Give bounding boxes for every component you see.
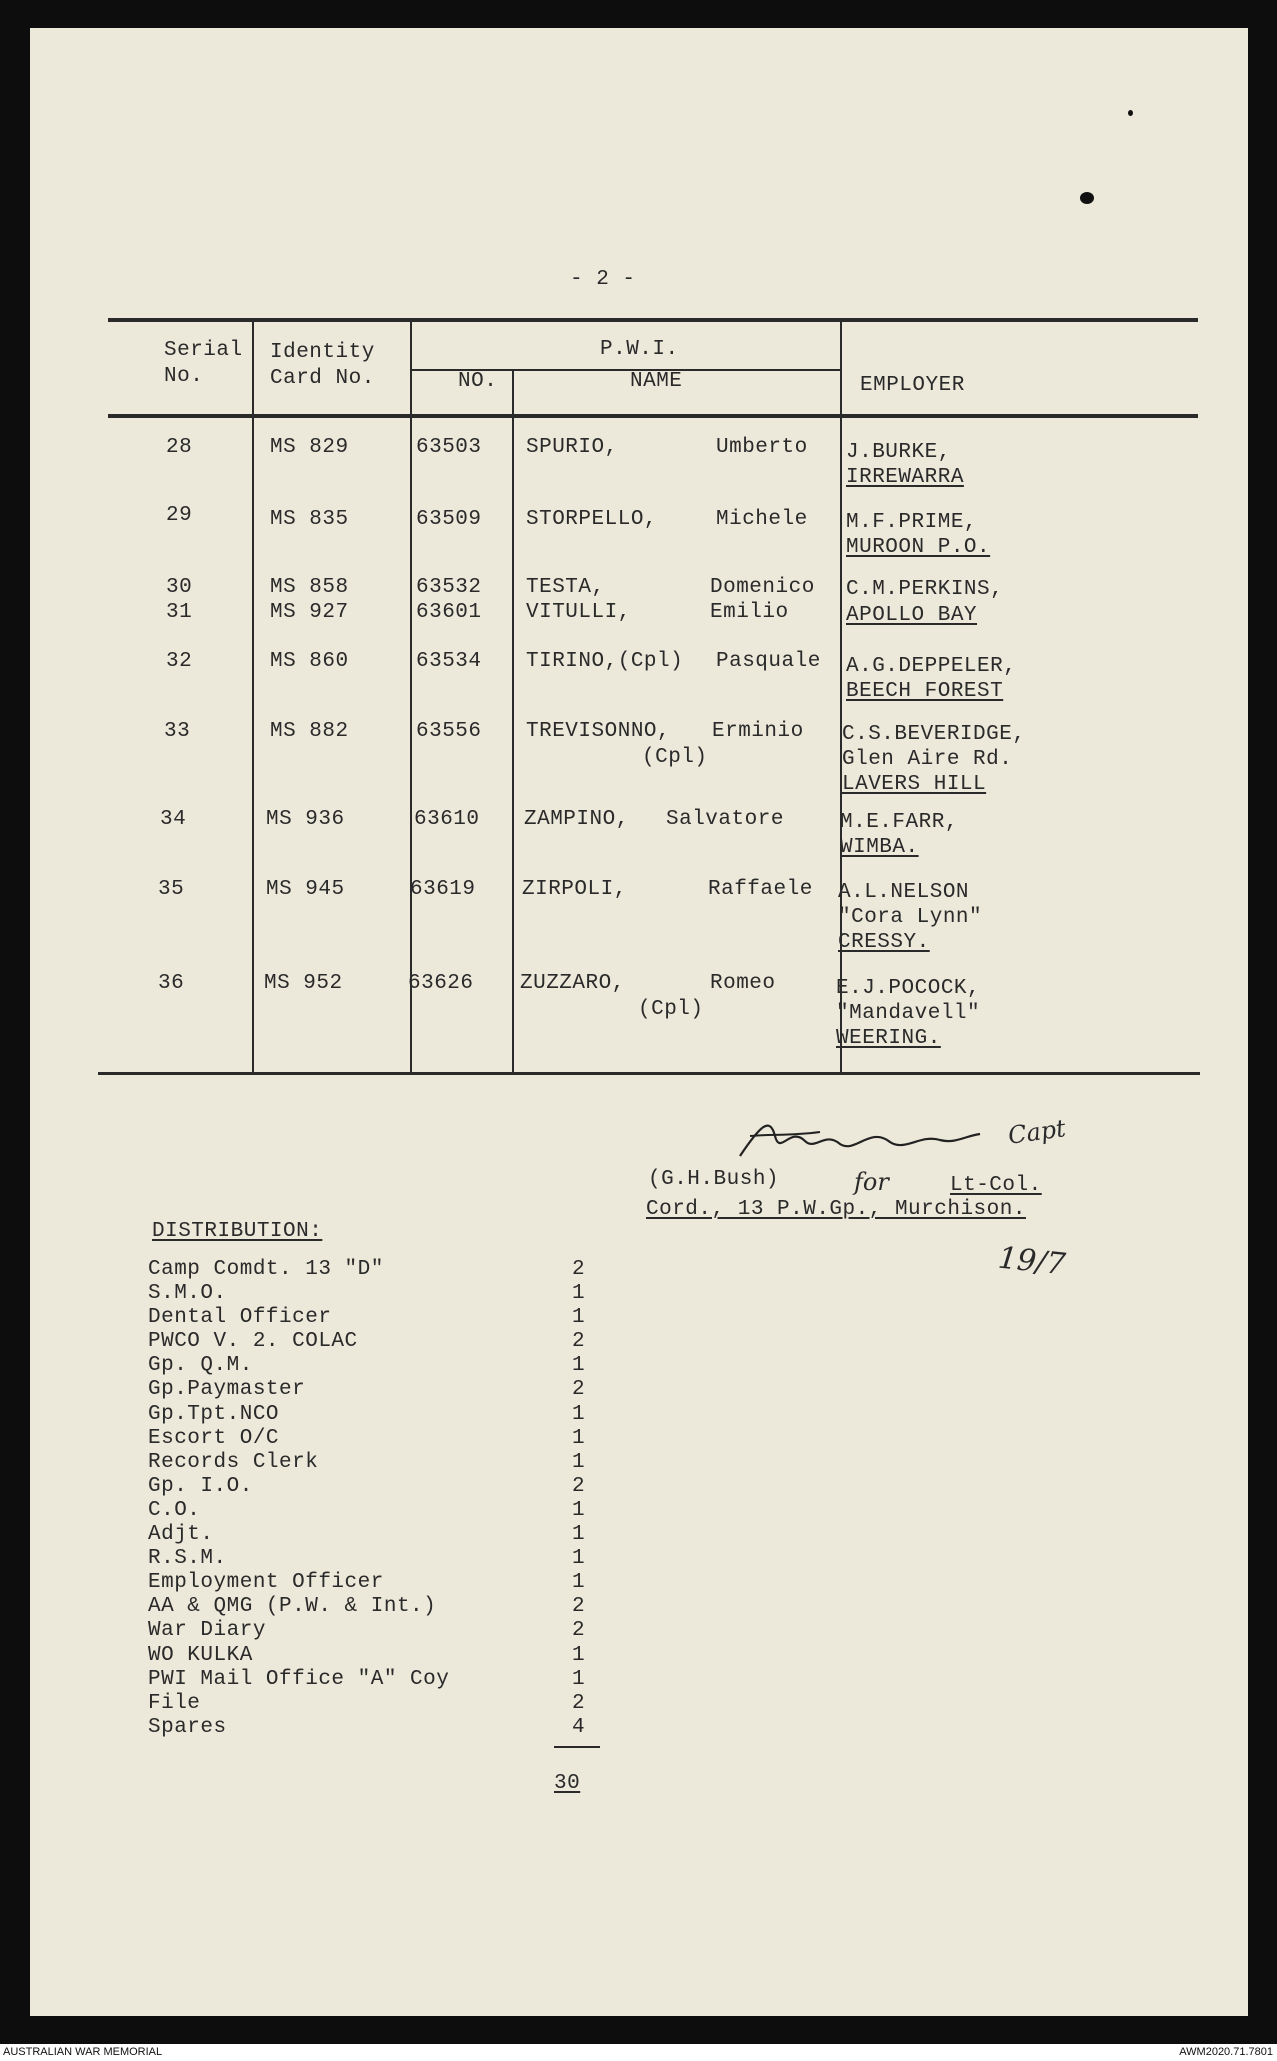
list-item: Gp.Paymaster [148,1378,306,1402]
qty-item: 1 [572,1571,586,1595]
serial-cell: 30 [166,576,193,599]
employer-line: A.G.DEPPELER, [846,655,1017,678]
header-identity-line2: Card No. [270,367,375,390]
employer-cell [846,510,990,560]
header-serial [164,338,243,390]
pwi-no-cell: 63626 [408,972,474,995]
qty-item: 2 [572,1619,586,1643]
list-item: War Diary [148,1619,266,1643]
qty-item: 1 [572,1523,586,1547]
surname-cell: STORPELLO, [526,508,658,531]
employer-cell [836,976,980,1051]
qty-item: 2 [572,1691,586,1715]
employer-cell [840,810,958,860]
page-number: - 2 - [570,268,636,291]
card-cell: MS 882 [270,720,349,743]
pwi-no-cell: 63509 [416,508,482,531]
list-item: Dental Officer [148,1306,332,1330]
qty-item: 1 [572,1426,586,1450]
qty-item: 2 [572,1595,586,1619]
signatory-rank: Lt-Col. [950,1174,1042,1197]
qty-item: 1 [572,1282,586,1306]
serial-cell: 32 [166,650,193,673]
surname-cell: ZAMPINO, [524,808,629,831]
qty-item: 4 [572,1715,586,1739]
header-no: NO. [458,370,498,393]
employer-line: M.F.PRIME, [846,511,978,534]
qty-item: 1 [572,1354,586,1378]
list-item: Spares [148,1715,227,1739]
serial-cell: 28 [166,436,193,459]
list-item: File [148,1691,201,1715]
employer-line: M.E.FARR, [840,811,958,834]
employer-cell [846,654,1016,704]
serial-cell: 33 [164,720,191,743]
firstname-cell: Domenico [710,576,815,599]
firstname-cell: Umberto [716,436,808,459]
signature-graphic [730,1106,1050,1176]
employer-line: E.J.POCOCK, [836,977,981,1000]
distribution-total: 30 [554,1772,581,1795]
qty-item: 2 [572,1378,586,1402]
list-item: Adjt. [148,1523,214,1547]
surname-cell: VITULLI, [526,601,631,624]
header-identity-line1: Identity [270,341,375,364]
qty-item: 1 [572,1498,586,1522]
employer-cell [838,880,982,955]
employer-line: C.S.BEVERIDGE, [842,723,1026,746]
pwi-no-cell: 63503 [416,436,482,459]
pwi-no-cell: 63532 [416,576,482,599]
table-top-rule [108,318,1198,322]
serial-cell: 36 [158,972,185,995]
header-pwi: P.W.I. [600,338,679,361]
employer-town: APOLLO BAY [846,604,978,627]
col-divider-4 [840,320,842,1072]
pwi-no-cell: 63619 [410,878,476,901]
col-divider-1 [252,320,254,1072]
signatory-unit: Cord., 13 P.W.Gp., Murchison. [646,1198,1026,1221]
ink-speck [1080,192,1094,204]
firstname-cell: Raffaele [708,878,813,901]
signatory-name: (G.H.Bush) [648,1168,780,1191]
qty-item: 2 [572,1330,586,1354]
card-cell: MS 829 [270,436,349,459]
employer-line: "Cora Lynn" [838,906,983,929]
list-item: AA & QMG (P.W. & Int.) [148,1595,437,1619]
firstname-cell: Pasquale [716,650,821,673]
employer-town: IRREWARRA [846,466,964,489]
col-divider-2 [410,320,412,1072]
capt-handwritten: Capt [1006,1114,1068,1150]
distribution-heading: DISTRIBUTION: [152,1220,323,1243]
list-item: Gp.Tpt.NCO [148,1402,280,1426]
pwi-no-cell: 63534 [416,650,482,673]
surname-cell: ZUZZARO, [520,972,625,995]
qty-item: 1 [572,1450,586,1474]
card-cell: MS 858 [270,576,349,599]
firstname-cell: Romeo [710,972,776,995]
qty-item: 2 [572,1474,586,1498]
employer-town: MUROON P.O. [846,536,991,559]
qty-item: 1 [572,1547,586,1571]
rank-cell: (Cpl) [642,746,708,769]
list-item: C.O. [148,1498,201,1522]
rank-cell: (Cpl) [638,998,704,1021]
date-handwritten: 19/7 [996,1240,1068,1283]
list-item: S.M.O. [148,1282,227,1306]
for-handwritten: for [854,1168,889,1196]
employer-cell [846,578,1003,601]
list-item: Gp. I.O. [148,1474,253,1498]
total-rule [554,1746,600,1748]
footer-archive-id: AWM2020.71.7801 [1179,2046,1273,2058]
list-item: WO KULKA [148,1643,253,1667]
surname-cell: SPURIO, [526,436,618,459]
header-name: NAME [630,370,683,393]
header-bottom-rule [108,414,1198,418]
footer-archive-name: AUSTRALIAN WAR MEMORIAL [3,2046,163,2058]
distribution-qty-list [572,1258,585,1740]
header-employer: EMPLOYER [860,374,965,397]
list-item: R.S.M. [148,1547,227,1571]
card-cell: MS 945 [266,878,345,901]
list-item: Camp Comdt. 13 "D" [148,1258,384,1281]
card-cell: MS 952 [264,972,343,995]
surname-cell: TIRINO,(Cpl) [526,650,684,673]
card-cell: MS 860 [270,650,349,673]
header-identity [270,340,375,392]
surname-cell: TREVISONNO, [526,720,671,743]
serial-cell: 34 [160,808,187,831]
pwi-no-cell: 63601 [416,601,482,624]
distribution-list [148,1258,449,1740]
card-cell: MS 835 [270,508,349,531]
employer-line: C.M.PERKINS, [846,578,1004,601]
serial-cell: 35 [158,878,185,901]
list-item: PWCO V. 2. COLAC [148,1330,358,1354]
document-page [30,28,1248,2016]
pwi-no-cell: 63610 [414,808,480,831]
card-cell: MS 936 [266,808,345,831]
employer-town: WIMBA. [840,836,919,859]
firstname-cell: Michele [716,508,808,531]
serial-cell: 31 [166,601,193,624]
qty-item: 1 [572,1667,586,1691]
firstname-cell: Salvatore [666,808,784,831]
list-item: Gp. Q.M. [148,1354,253,1378]
employer-town: LAVERS HILL [842,773,987,796]
surname-cell: ZIRPOLI, [522,878,627,901]
employer-town: CRESSY. [838,931,930,954]
ink-speck [1128,110,1133,116]
employer-line: "Mandavell" [836,1002,981,1025]
serial-cell: 29 [166,504,193,527]
employer-line: J.BURKE, [846,441,951,464]
qty-item: 1 [572,1306,586,1330]
list-item: Records Clerk [148,1450,319,1474]
employer-cell [842,722,1025,797]
employer-line: Glen Aire Rd. [842,748,1013,771]
firstname-cell: Emilio [710,601,789,624]
qty-item: 2 [572,1258,586,1281]
list-item: PWI Mail Office "A" Coy [148,1667,450,1691]
firstname-cell: Erminio [712,720,804,743]
employer-line: A.L.NELSON [838,881,970,904]
table-bottom-rule [98,1072,1200,1075]
employer-cell [846,440,964,490]
pwi-no-cell: 63556 [416,720,482,743]
qty-item: 1 [572,1402,586,1426]
employer-town: BEECH FOREST [846,680,1004,703]
archive-footer [0,2044,1277,2061]
card-cell: MS 927 [270,601,349,624]
qty-item: 1 [572,1643,586,1667]
employer-town: WEERING. [836,1027,941,1050]
surname-cell: TESTA, [526,576,605,599]
header-serial-line2: No. [164,365,204,388]
list-item: Escort O/C [148,1426,280,1450]
col-divider-3 [512,369,514,1072]
list-item: Employment Officer [148,1571,384,1595]
header-serial-line1: Serial [164,339,243,362]
